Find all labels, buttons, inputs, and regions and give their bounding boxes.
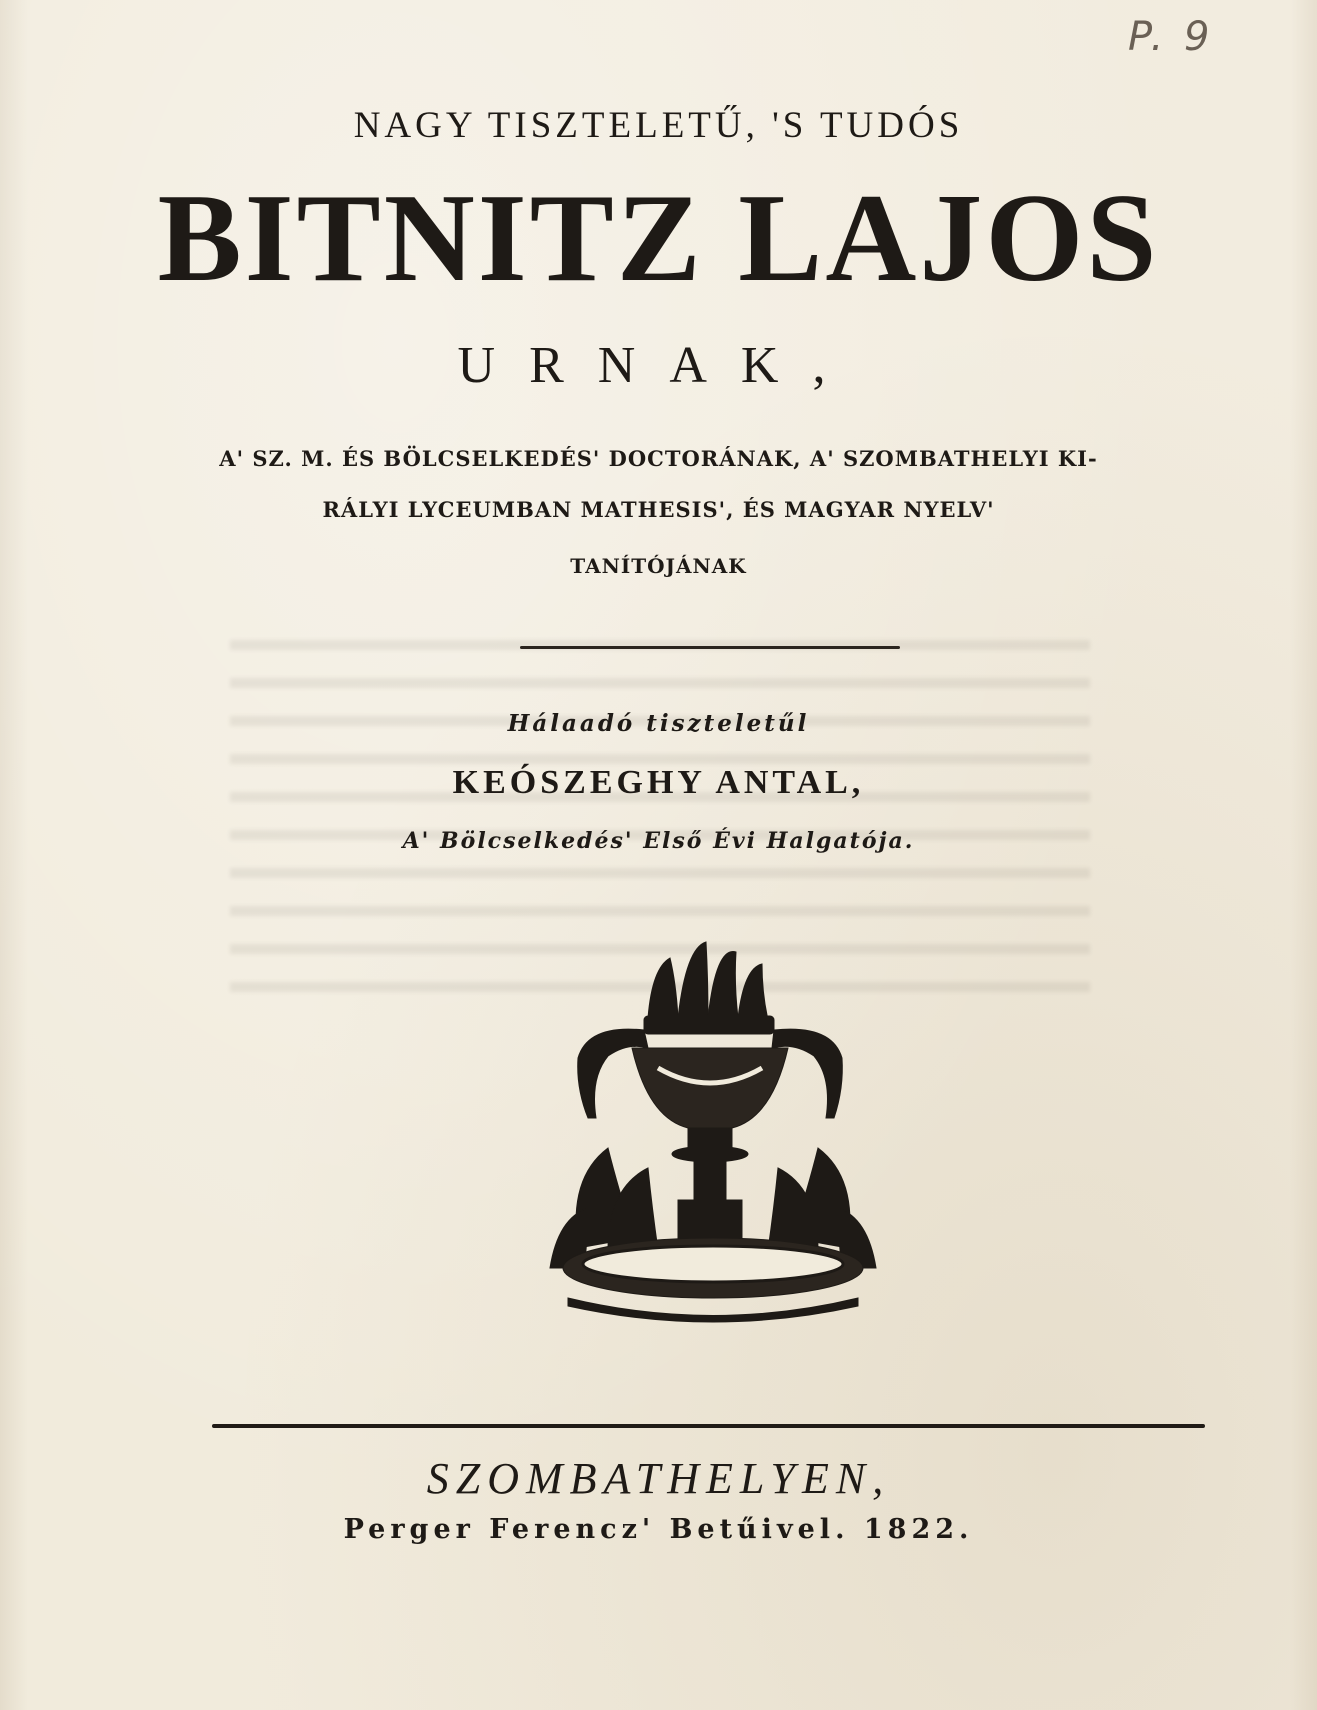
dedication-lead: Hálaadó tiszteletűl <box>507 710 810 737</box>
short-divider-rule <box>520 646 900 649</box>
author-role: A' Bölcselkedés' Első Évi Halgatója. <box>402 828 915 854</box>
urnak-line: URNAK, <box>457 337 860 394</box>
handwritten-shelf-mark: P. 9 <box>1128 14 1214 60</box>
imprint-place: SZOMBATHELYEN, <box>426 1454 891 1503</box>
description-line-2: RÁLYI LYCEUMBAN MATHESIS', ÉS MAGYAR NYELV' <box>322 497 995 522</box>
long-divider-rule <box>212 1424 1205 1428</box>
description-line-1: A' SZ. M. ÉS BÖLCSELKEDÉS' DOCTORÁNAK, A' SZOMBATHELYI KI- <box>219 446 1098 471</box>
imprint-printer: Perger Ferencz' Betűivel. 1822. <box>343 1514 974 1545</box>
honorific-line: NAGY TISZTELETŰ, 'S TUDÓS <box>353 105 964 146</box>
author-name: KEÓSZEGHY ANTAL, <box>452 764 865 801</box>
fountain-vignette-icon <box>548 938 878 1328</box>
description-line-3: TANÍTÓJÁNAK <box>570 554 747 578</box>
dedicatee-name: BITNITZ LAJOS <box>157 169 1160 308</box>
